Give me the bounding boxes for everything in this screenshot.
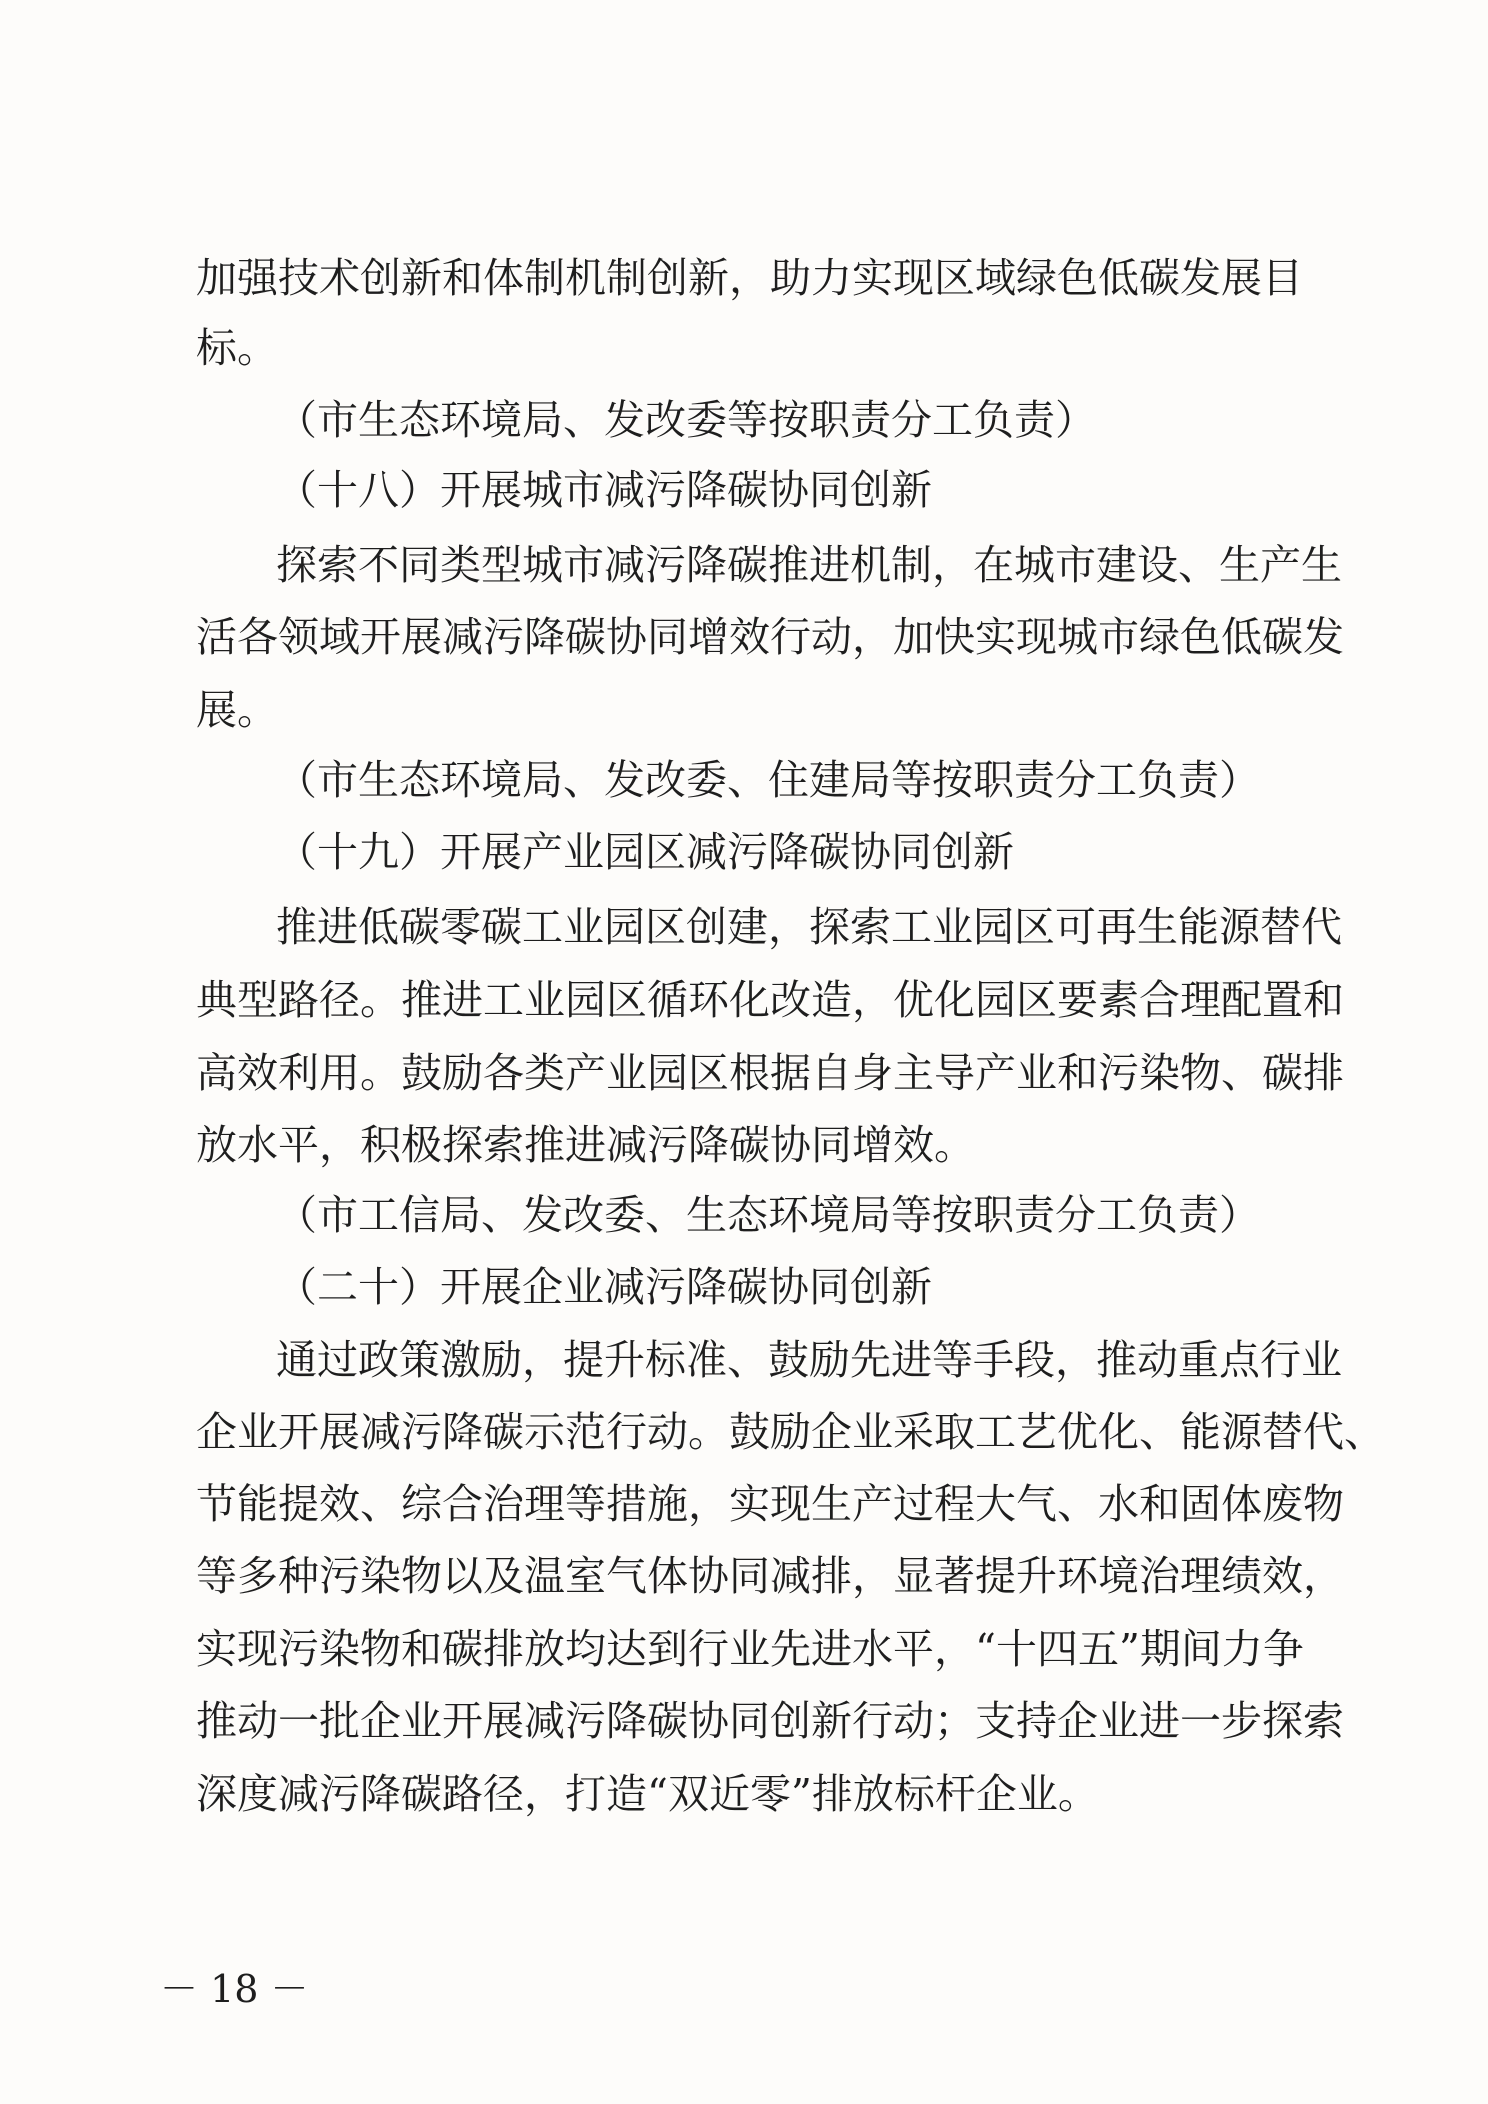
paragraph-line: 标。 xyxy=(196,324,278,372)
paragraph-line: 深度减污降碳路径，打造“双近零”排放标杆企业。 xyxy=(196,1770,1099,1818)
paragraph-line: 高效利用。鼓励各类产业园区根据自身主导产业和污染物、碳排 xyxy=(196,1049,1344,1097)
section-heading-20: （二十）开展企业减污降碳协同创新 xyxy=(276,1263,932,1311)
section-heading-18: （十八）开展城市减污降碳协同创新 xyxy=(276,466,932,514)
responsibility-note: （市工信局、发改委、生态环境局等按职责分工负责） xyxy=(276,1191,1260,1239)
paragraph-line: 通过政策激励，提升标准、鼓励先进等手段，推动重点行业 xyxy=(276,1336,1342,1384)
responsibility-note: （市生态环境局、发改委等按职责分工负责） xyxy=(276,396,1096,444)
paragraph-line: 实现污染物和碳排放均达到行业先进水平，“十四五”期间力争 xyxy=(196,1625,1304,1673)
responsibility-note: （市生态环境局、发改委、住建局等按职责分工负责） xyxy=(276,756,1260,804)
page-number: － 18 － xyxy=(160,1967,309,2011)
paragraph-line: 推进低碳零碳工业园区创建，探索工业园区可再生能源替代 xyxy=(276,903,1342,951)
paragraph-line: 活各领域开展减污降碳协同增效行动，加快实现城市绿色低碳发 xyxy=(196,613,1344,661)
paragraph-line: 放水平，积极探索推进减污降碳协同增效。 xyxy=(196,1121,975,1169)
paragraph-line: 等多种污染物以及温室气体协同减排，显著提升环境治理绩效， xyxy=(196,1552,1344,1600)
paragraph-line: 企业开展减污降碳示范行动。鼓励企业采取工艺优化、能源替代、 xyxy=(196,1408,1385,1456)
paragraph-line: 加强技术创新和体制机制创新，助力实现区域绿色低碳发展目 xyxy=(196,254,1303,302)
paragraph-line: 典型路径。推进工业园区循环化改造，优化园区要素合理配置和 xyxy=(196,976,1344,1024)
paragraph-line: 推动一批企业开展减污降碳协同创新行动；支持企业进一步探索 xyxy=(196,1697,1344,1745)
section-heading-19: （十九）开展产业园区减污降碳协同创新 xyxy=(276,828,1014,876)
paragraph-line: 探索不同类型城市减污降碳推进机制，在城市建设、生产生 xyxy=(276,541,1342,589)
paragraph-line: 节能提效、综合治理等措施，实现生产过程大气、水和固体废物 xyxy=(196,1480,1344,1528)
paragraph-line: 展。 xyxy=(196,686,278,734)
